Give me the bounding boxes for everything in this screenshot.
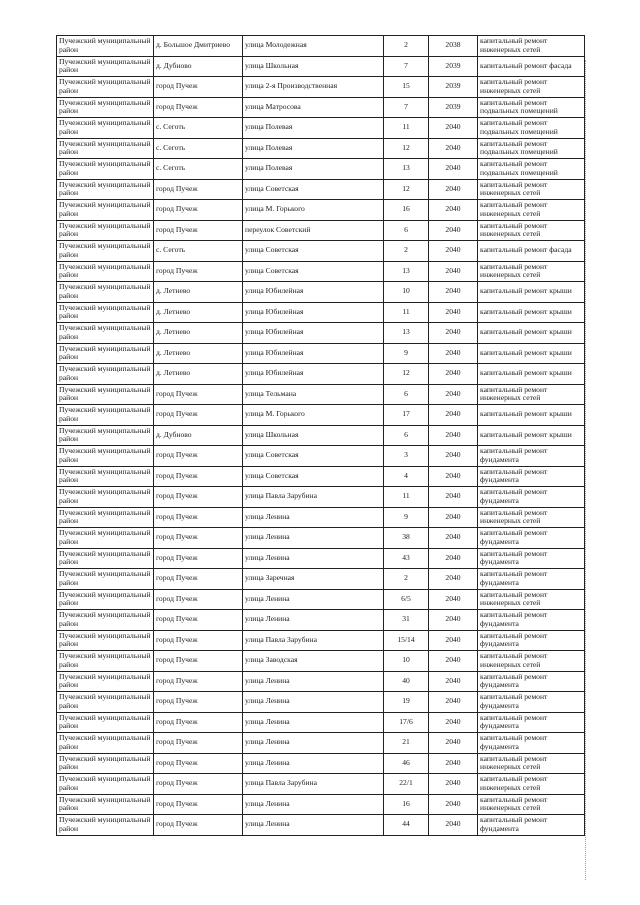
work-type-cell: капитальный ремонт крыши	[478, 302, 585, 323]
work-type-cell: капитальный ремонт инженерных сетей	[478, 220, 585, 241]
municipality-cell: Пучежский муниципальный район	[57, 569, 154, 590]
work-type-cell: капитальный ремонт подвальных помещений	[478, 118, 585, 139]
settlement-cell: город Пучеж	[154, 384, 243, 405]
table-row	[57, 651, 585, 672]
year-cell: 2040	[429, 815, 478, 836]
municipality-cell: Пучежский муниципальный район	[57, 712, 154, 733]
work-type-cell: капитальный ремонт фундамента	[478, 446, 585, 467]
year-cell: 2040	[429, 384, 478, 405]
municipality-cell: Пучежский муниципальный район	[57, 548, 154, 569]
municipality-cell: Пучежский муниципальный район	[57, 528, 154, 549]
street-cell: улица Ленина	[243, 733, 384, 754]
street-cell: улица Ленина	[243, 548, 384, 569]
street-cell: улица Советская	[243, 466, 384, 487]
work-type-cell: капитальный ремонт инженерных сетей	[478, 794, 585, 815]
municipality-cell: Пучежский муниципальный район	[57, 610, 154, 631]
street-cell: улица Полевая	[243, 118, 384, 139]
work-type-cell: капитальный ремонт крыши	[478, 364, 585, 385]
street-cell: улица Юбилейная	[243, 302, 384, 323]
municipality-cell: Пучежский муниципальный район	[57, 446, 154, 467]
settlement-cell: с. Сеготь	[154, 138, 243, 159]
settlement-cell: город Пучеж	[154, 794, 243, 815]
year-cell: 2040	[429, 241, 478, 262]
settlement-cell: город Пучеж	[154, 405, 243, 426]
work-type-cell: капитальный ремонт инженерных сетей	[478, 384, 585, 405]
work-type-cell: капитальный ремонт инженерных сетей	[478, 200, 585, 221]
settlement-cell: город Пучеж	[154, 671, 243, 692]
settlement-cell: город Пучеж	[154, 261, 243, 282]
year-cell: 2040	[429, 138, 478, 159]
house-number-cell: 6/5	[384, 589, 429, 610]
house-number-cell: 38	[384, 528, 429, 549]
settlement-cell: город Пучеж	[154, 179, 243, 200]
settlement-cell: город Пучеж	[154, 712, 243, 733]
year-cell: 2040	[429, 692, 478, 713]
municipality-cell: Пучежский муниципальный район	[57, 302, 154, 323]
table-row	[57, 610, 585, 631]
settlement-cell: с. Сеготь	[154, 118, 243, 139]
table-row	[57, 343, 585, 364]
street-cell: улица Матросова	[243, 97, 384, 118]
street-cell: улица Павла Зарубина	[243, 630, 384, 651]
work-type-cell: капитальный ремонт фундамента	[478, 548, 585, 569]
work-type-cell: капитальный ремонт крыши	[478, 323, 585, 344]
table-row	[57, 774, 585, 795]
year-cell: 2039	[429, 97, 478, 118]
street-cell: улица Советская	[243, 261, 384, 282]
house-number-cell: 43	[384, 548, 429, 569]
street-cell: улица Юбилейная	[243, 323, 384, 344]
work-type-cell: капитальный ремонт подвальных помещений	[478, 97, 585, 118]
year-cell: 2040	[429, 528, 478, 549]
house-number-cell: 9	[384, 507, 429, 528]
settlement-cell: город Пучеж	[154, 651, 243, 672]
municipality-cell: Пучежский муниципальный район	[57, 384, 154, 405]
year-cell: 2038	[429, 36, 478, 57]
settlement-cell: город Пучеж	[154, 200, 243, 221]
street-cell: улица Полевая	[243, 138, 384, 159]
settlement-cell: город Пучеж	[154, 548, 243, 569]
table-row	[57, 384, 585, 405]
municipality-cell: Пучежский муниципальный район	[57, 36, 154, 57]
municipality-cell: Пучежский муниципальный район	[57, 671, 154, 692]
settlement-cell: д. Летнево	[154, 343, 243, 364]
year-cell: 2040	[429, 179, 478, 200]
house-number-cell: 2	[384, 36, 429, 57]
street-cell: улица Ленина	[243, 610, 384, 631]
municipality-cell: Пучежский муниципальный район	[57, 220, 154, 241]
year-cell: 2039	[429, 77, 478, 98]
year-cell: 2040	[429, 753, 478, 774]
year-cell: 2040	[429, 446, 478, 467]
municipality-cell: Пучежский муниципальный район	[57, 97, 154, 118]
work-type-cell: капитальный ремонт инженерных сетей	[478, 589, 585, 610]
register-sheet	[56, 35, 585, 836]
house-number-cell: 2	[384, 241, 429, 262]
settlement-cell: д. Летнево	[154, 302, 243, 323]
repair-schedule-table	[56, 35, 585, 836]
table-row	[57, 487, 585, 508]
house-number-cell: 16	[384, 794, 429, 815]
year-cell: 2040	[429, 118, 478, 139]
municipality-cell: Пучежский муниципальный район	[57, 282, 154, 303]
street-cell: улица Заречная	[243, 569, 384, 590]
municipality-cell: Пучежский муниципальный район	[57, 405, 154, 426]
house-number-cell: 31	[384, 610, 429, 631]
year-cell: 2040	[429, 282, 478, 303]
municipality-cell: Пучежский муниципальный район	[57, 507, 154, 528]
municipality-cell: Пучежский муниципальный район	[57, 815, 154, 836]
house-number-cell: 11	[384, 302, 429, 323]
settlement-cell: город Пучеж	[154, 774, 243, 795]
year-cell: 2040	[429, 364, 478, 385]
house-number-cell: 9	[384, 343, 429, 364]
year-cell: 2040	[429, 733, 478, 754]
settlement-cell: город Пучеж	[154, 733, 243, 754]
municipality-cell: Пучежский муниципальный район	[57, 343, 154, 364]
street-cell: улица Ленина	[243, 692, 384, 713]
year-cell: 2040	[429, 630, 478, 651]
house-number-cell: 17/6	[384, 712, 429, 733]
settlement-cell: город Пучеж	[154, 77, 243, 98]
street-cell: улица Заводская	[243, 651, 384, 672]
street-cell: улица Школьная	[243, 425, 384, 446]
street-cell: улица М. Горького	[243, 405, 384, 426]
municipality-cell: Пучежский муниципальный район	[57, 118, 154, 139]
house-number-cell: 12	[384, 364, 429, 385]
municipality-cell: Пучежский муниципальный район	[57, 138, 154, 159]
table-row	[57, 56, 585, 77]
table-row	[57, 200, 585, 221]
municipality-cell: Пучежский муниципальный район	[57, 200, 154, 221]
house-number-cell: 17	[384, 405, 429, 426]
municipality-cell: Пучежский муниципальный район	[57, 774, 154, 795]
table-row	[57, 138, 585, 159]
table-row	[57, 220, 585, 241]
table-row	[57, 589, 585, 610]
year-cell: 2040	[429, 712, 478, 733]
municipality-cell: Пучежский муниципальный район	[57, 794, 154, 815]
street-cell: улица Юбилейная	[243, 364, 384, 385]
street-cell: улица Павла Зарубина	[243, 774, 384, 795]
table-row	[57, 815, 585, 836]
house-number-cell: 7	[384, 56, 429, 77]
municipality-cell: Пучежский муниципальный район	[57, 159, 154, 180]
table-row	[57, 159, 585, 180]
work-type-cell: капитальный ремонт фундамента	[478, 466, 585, 487]
work-type-cell: капитальный ремонт крыши	[478, 282, 585, 303]
street-cell: улица Школьная	[243, 56, 384, 77]
house-number-cell: 16	[384, 200, 429, 221]
street-cell: улица Советская	[243, 446, 384, 467]
work-type-cell: капитальный ремонт фундамента	[478, 692, 585, 713]
table-row	[57, 425, 585, 446]
table-row	[57, 569, 585, 590]
settlement-cell: д. Летнево	[154, 323, 243, 344]
year-cell: 2039	[429, 56, 478, 77]
street-cell: улица Юбилейная	[243, 343, 384, 364]
house-number-cell: 40	[384, 671, 429, 692]
table-row	[57, 241, 585, 262]
settlement-cell: город Пучеж	[154, 507, 243, 528]
settlement-cell: город Пучеж	[154, 487, 243, 508]
house-number-cell: 12	[384, 138, 429, 159]
street-cell: улица Советская	[243, 241, 384, 262]
work-type-cell: капитальный ремонт инженерных сетей	[478, 507, 585, 528]
house-number-cell: 15/14	[384, 630, 429, 651]
work-type-cell: капитальный ремонт инженерных сетей	[478, 36, 585, 57]
municipality-cell: Пучежский муниципальный район	[57, 651, 154, 672]
street-cell: улица Павла Зарубина	[243, 487, 384, 508]
municipality-cell: Пучежский муниципальный район	[57, 589, 154, 610]
municipality-cell: Пучежский муниципальный район	[57, 630, 154, 651]
year-cell: 2040	[429, 569, 478, 590]
year-cell: 2040	[429, 405, 478, 426]
work-type-cell: капитальный ремонт фасада	[478, 56, 585, 77]
year-cell: 2040	[429, 487, 478, 508]
house-number-cell: 10	[384, 282, 429, 303]
settlement-cell: город Пучеж	[154, 753, 243, 774]
year-cell: 2040	[429, 302, 478, 323]
street-cell: улица М. Горького	[243, 200, 384, 221]
year-cell: 2040	[429, 323, 478, 344]
year-cell: 2040	[429, 794, 478, 815]
table-row	[57, 323, 585, 344]
street-cell: улица Ленина	[243, 671, 384, 692]
house-number-cell: 6	[384, 220, 429, 241]
street-cell: улица Советская	[243, 179, 384, 200]
settlement-cell: д. Дубново	[154, 56, 243, 77]
settlement-cell: город Пучеж	[154, 815, 243, 836]
work-type-cell: капитальный ремонт подвальных помещений	[478, 159, 585, 180]
house-number-cell: 13	[384, 159, 429, 180]
municipality-cell: Пучежский муниципальный район	[57, 364, 154, 385]
table-row	[57, 712, 585, 733]
municipality-cell: Пучежский муниципальный район	[57, 692, 154, 713]
work-type-cell: капитальный ремонт фасада	[478, 241, 585, 262]
work-type-cell: капитальный ремонт инженерных сетей	[478, 774, 585, 795]
table-row	[57, 794, 585, 815]
house-number-cell: 10	[384, 651, 429, 672]
house-number-cell: 22/1	[384, 774, 429, 795]
house-number-cell: 2	[384, 569, 429, 590]
work-type-cell: капитальный ремонт фундамента	[478, 528, 585, 549]
settlement-cell: город Пучеж	[154, 569, 243, 590]
settlement-cell: город Пучеж	[154, 446, 243, 467]
work-type-cell: капитальный ремонт фундамента	[478, 610, 585, 631]
scan-edge-line	[584, 60, 586, 880]
table-row	[57, 405, 585, 426]
settlement-cell: д. Большое Дмитриево	[154, 36, 243, 57]
house-number-cell: 12	[384, 179, 429, 200]
municipality-cell: Пучежский муниципальный район	[57, 241, 154, 262]
municipality-cell: Пучежский муниципальный район	[57, 323, 154, 344]
table-row	[57, 507, 585, 528]
house-number-cell: 44	[384, 815, 429, 836]
municipality-cell: Пучежский муниципальный район	[57, 261, 154, 282]
street-cell: улица Юбилейная	[243, 282, 384, 303]
work-type-cell: капитальный ремонт инженерных сетей	[478, 77, 585, 98]
year-cell: 2040	[429, 343, 478, 364]
house-number-cell: 15	[384, 77, 429, 98]
work-type-cell: капитальный ремонт фундамента	[478, 815, 585, 836]
year-cell: 2040	[429, 425, 478, 446]
repair-schedule-body	[57, 36, 585, 836]
house-number-cell: 13	[384, 323, 429, 344]
settlement-cell: город Пучеж	[154, 466, 243, 487]
house-number-cell: 7	[384, 97, 429, 118]
house-number-cell: 11	[384, 118, 429, 139]
year-cell: 2040	[429, 651, 478, 672]
settlement-cell: город Пучеж	[154, 97, 243, 118]
year-cell: 2040	[429, 200, 478, 221]
street-cell: улица Ленина	[243, 507, 384, 528]
settlement-cell: д. Дубново	[154, 425, 243, 446]
year-cell: 2040	[429, 220, 478, 241]
house-number-cell: 46	[384, 753, 429, 774]
year-cell: 2040	[429, 507, 478, 528]
street-cell: улица Ленина	[243, 712, 384, 733]
table-row	[57, 446, 585, 467]
year-cell: 2040	[429, 671, 478, 692]
work-type-cell: капитальный ремонт инженерных сетей	[478, 261, 585, 282]
house-number-cell: 13	[384, 261, 429, 282]
year-cell: 2040	[429, 774, 478, 795]
work-type-cell: капитальный ремонт инженерных сетей	[478, 753, 585, 774]
municipality-cell: Пучежский муниципальный район	[57, 56, 154, 77]
settlement-cell: д. Летнево	[154, 282, 243, 303]
house-number-cell: 11	[384, 487, 429, 508]
settlement-cell: с. Сеготь	[154, 241, 243, 262]
street-cell: улица Молодежная	[243, 36, 384, 57]
municipality-cell: Пучежский муниципальный район	[57, 179, 154, 200]
street-cell: улица 2-я Производственная	[243, 77, 384, 98]
table-row	[57, 548, 585, 569]
work-type-cell: капитальный ремонт инженерных сетей	[478, 179, 585, 200]
table-row	[57, 753, 585, 774]
year-cell: 2040	[429, 548, 478, 569]
work-type-cell: капитальный ремонт фундамента	[478, 630, 585, 651]
house-number-cell: 6	[384, 425, 429, 446]
work-type-cell: капитальный ремонт крыши	[478, 405, 585, 426]
settlement-cell: город Пучеж	[154, 528, 243, 549]
table-row	[57, 364, 585, 385]
table-row	[57, 692, 585, 713]
table-row	[57, 302, 585, 323]
house-number-cell: 6	[384, 384, 429, 405]
work-type-cell: капитальный ремонт фундамента	[478, 487, 585, 508]
table-row	[57, 671, 585, 692]
municipality-cell: Пучежский муниципальный район	[57, 77, 154, 98]
street-cell: улица Ленина	[243, 528, 384, 549]
municipality-cell: Пучежский муниципальный район	[57, 466, 154, 487]
house-number-cell: 4	[384, 466, 429, 487]
table-row	[57, 466, 585, 487]
year-cell: 2040	[429, 261, 478, 282]
table-row	[57, 261, 585, 282]
work-type-cell: капитальный ремонт фундамента	[478, 733, 585, 754]
settlement-cell: город Пучеж	[154, 610, 243, 631]
street-cell: улица Ленина	[243, 589, 384, 610]
year-cell: 2040	[429, 610, 478, 631]
municipality-cell: Пучежский муниципальный район	[57, 753, 154, 774]
table-row	[57, 528, 585, 549]
table-row	[57, 118, 585, 139]
street-cell: улица Полевая	[243, 159, 384, 180]
table-row	[57, 77, 585, 98]
settlement-cell: с. Сеготь	[154, 159, 243, 180]
work-type-cell: капитальный ремонт подвальных помещений	[478, 138, 585, 159]
year-cell: 2040	[429, 159, 478, 180]
table-row	[57, 97, 585, 118]
street-cell: улица Тельмана	[243, 384, 384, 405]
table-row	[57, 179, 585, 200]
work-type-cell: капитальный ремонт фундамента	[478, 712, 585, 733]
municipality-cell: Пучежский муниципальный район	[57, 487, 154, 508]
work-type-cell: капитальный ремонт крыши	[478, 425, 585, 446]
work-type-cell: капитальный ремонт фундамента	[478, 569, 585, 590]
street-cell: улица Ленина	[243, 815, 384, 836]
year-cell: 2040	[429, 589, 478, 610]
work-type-cell: капитальный ремонт крыши	[478, 343, 585, 364]
settlement-cell: город Пучеж	[154, 589, 243, 610]
settlement-cell: город Пучеж	[154, 630, 243, 651]
street-cell: улица Ленина	[243, 794, 384, 815]
street-cell: улица Ленина	[243, 753, 384, 774]
table-row	[57, 282, 585, 303]
settlement-cell: город Пучеж	[154, 692, 243, 713]
year-cell: 2040	[429, 466, 478, 487]
table-row	[57, 733, 585, 754]
table-row	[57, 36, 585, 57]
work-type-cell: капитальный ремонт фундамента	[478, 671, 585, 692]
municipality-cell: Пучежский муниципальный район	[57, 425, 154, 446]
settlement-cell: город Пучеж	[154, 220, 243, 241]
house-number-cell: 19	[384, 692, 429, 713]
table-row	[57, 630, 585, 651]
street-cell: переулок Советский	[243, 220, 384, 241]
work-type-cell: капитальный ремонт инженерных сетей	[478, 651, 585, 672]
house-number-cell: 3	[384, 446, 429, 467]
house-number-cell: 21	[384, 733, 429, 754]
municipality-cell: Пучежский муниципальный район	[57, 733, 154, 754]
settlement-cell: д. Летнево	[154, 364, 243, 385]
